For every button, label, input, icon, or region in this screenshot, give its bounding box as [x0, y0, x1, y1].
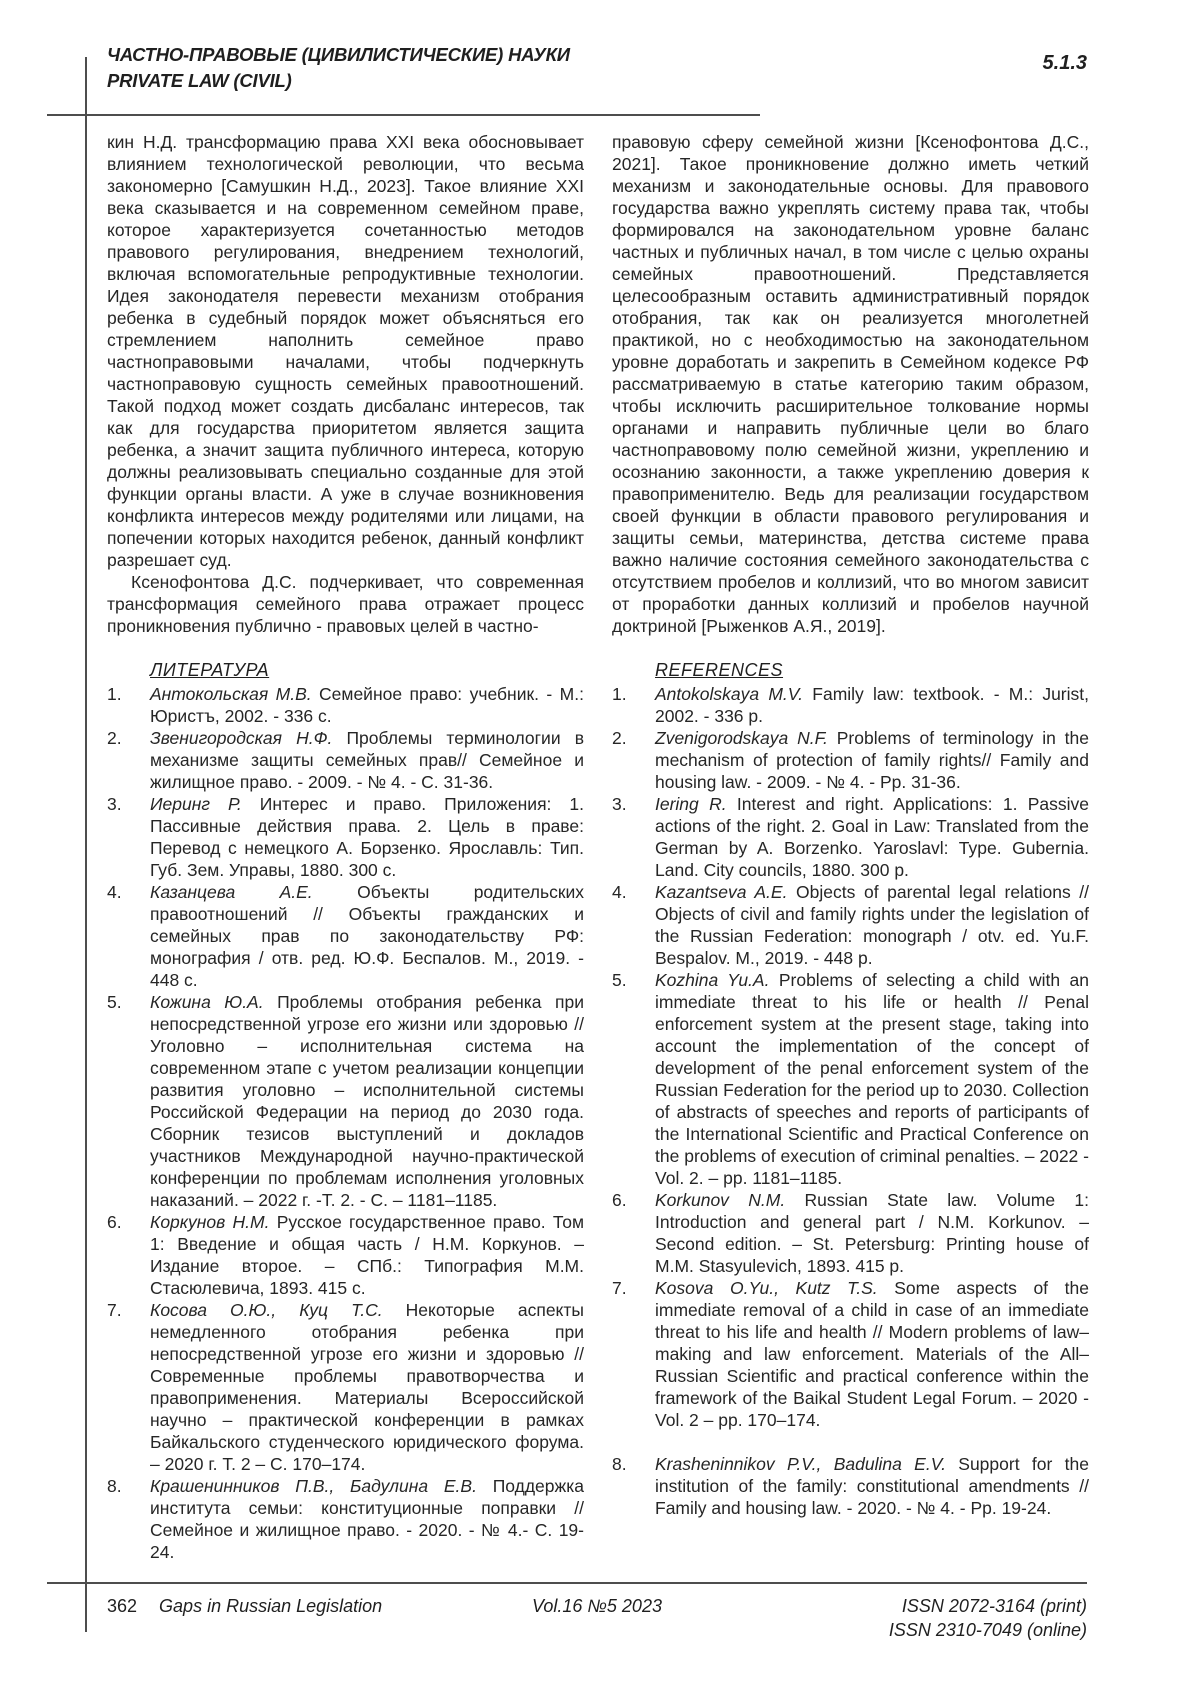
list-item-author: Коркунов Н.М. [150, 1212, 270, 1232]
page-number: 362 [107, 1596, 138, 1616]
list-item-text: Interest and right. Applications: 1. Passive actions of the right. 2. Goal in Law: Translated from the German by A. Borzenko. Yaroslavl: Type. Gubernia. Land. City councils, 1880. 300 p. [655, 794, 1090, 880]
list-item-text: Проблемы отобрания ребенка при непосредственной угрозе его жизни или здоровью // Уголовно – исполнительная система на современном этапе с учетом реализации концепции развития уголовно – исполнительной системы Российской Федерации на период до 2030 года. Сборник тезисов выступлений и докладов участников Международной научно-практической конференции по проблемам исполнения уголовных наказаний. – 2022 г. -Т. 2. - С. – 1181–1185. [150, 992, 584, 1210]
list-item-author: Иеринг Р. [150, 794, 242, 814]
list-item [107, 1299, 584, 1475]
section-header [107, 42, 807, 94]
list-item-text: Некоторые аспекты немедленного отобрания ребенка при непосредственной угрозе его жизни и здоровью // Современные проблемы правотворчества и правоприменения. Материалы Всероссийской научно – практической конференции в рамках Байкальского студенческого юридического форума. – 2020 г. Т. 2 – С. 170–174. [150, 1300, 584, 1474]
paragraph: правовую сферу семейной жизни [Ксенофонтова Д.С., 2021]. Такое проникновение должно иметь четкий механизм и законодательные основы. Для правового государства важно укреплять систему права так, чтобы формировался на законодательном уровне баланс частных и публичных начал, в том числе с целью охраны семейных правоотношений. Представляется целесообразным оставить административный порядок отобрания, так как он реализуется многолетней практикой, но с необходимостью на законодательном уровне доработать и закрепить в Семейном кодексе РФ рассматриваемую в статье категорию таким образом, чтобы исключить расширительное толкование нормы органами и направить публичные цели во благо частноправовому полю семейной жизни, укреплению и осознанию законности, а также укреплению доверия к правоприменителю. Ведь для реализации государством своей функции в области правового регулирования и защиты семьи, материнства, детства системе права важно наличие состояния семейного законодательства с отсутствием пробелов и коллизий, что во многом зависит от проработки данных коллизий и пробелов научной доктриной [Рыженков А.Я., 2019]. [612, 132, 1089, 636]
header-rule [47, 114, 760, 116]
references-heading: REFERENCES [655, 660, 784, 680]
list-item-author: Казанцева А.Е. [150, 882, 313, 902]
list-item-number: 4. [107, 882, 122, 902]
list-item-text: Support for the institution of the family: constitutional amendments // Family and housing law. - 2020. - № 4. - Pp. 19-24. [655, 1454, 1089, 1518]
list-item-number: 7. [612, 1278, 627, 1298]
list-item-text: Проблемы терминологии в механизме защиты семейных прав// Семейное и жилищное право. - 2009. - № 4. - С. 31-36. [150, 728, 584, 792]
list-item-text: Family law: textbook. - M.: Jurist, 2002. - 336 p. [655, 684, 1089, 726]
list-item-author: Kazantseva A.E. [655, 882, 788, 902]
list-item-text: Problems of selecting a child with an immediate threat to his life or health // Penal enforcement system at the present stage, taking into account the implementation of the concept of development of the penal enforcement system of the Russian Federation for the period up to 2030. Collection of abstracts of speeches and reports of participants of the International Scientific and Practical Conference on the problems of execution of criminal penalties. – 2022 - Vol. 2. – pp. 1181–1185. [655, 970, 1089, 1188]
list-item-number: 6. [107, 1212, 122, 1232]
list-item-author: Antokolskaya M.V. [655, 684, 804, 704]
list-item-author: Kosova O.Yu., Kutz T.S. [655, 1278, 878, 1298]
list-item-author: Kozhina Yu.A. [655, 970, 770, 990]
section-code: 5.1.3 [1042, 52, 1087, 74]
article-body [107, 131, 1089, 1563]
list-item [612, 1277, 1089, 1431]
issn-print: ISSN 2072-3164 (print) [901, 1596, 1088, 1616]
list-item [107, 1475, 584, 1563]
list-item-author: Krasheninnikov P.V., Badulina E.V. [655, 1454, 946, 1474]
list-item-text: Some aspects of the immediate removal of a child in case of an immediate threat to his life and health // Modern problems of law–making and law enforcement. Materials of the All–Russian Scientific and practical conference within the framework of the Baikal Student Legal Forum. – 2020 - Vol. 2 – pp. 170–174. [655, 1278, 1089, 1430]
list-item-author: Крашенинников П.В., Бадулина Е.В. [150, 1476, 477, 1496]
list-item-text: Поддержка института семьи: конституционные поправки // Семейное и жилищное право. - 2020. - № 4.- С. 19-24. [150, 1476, 584, 1562]
list-item-number: 4. [612, 882, 627, 902]
list-item [612, 969, 1089, 1189]
list-item-text: Russian State law. Volume 1: Introduction and general part / N.M. Korkunov. – Second edition. – St. Petersburg: Printing house of M.M. Stasyulevich, 1893. 415 p. [655, 1190, 1089, 1276]
list-item-number: 2. [107, 728, 122, 748]
footer-rule [47, 1582, 1087, 1584]
list-item [107, 793, 584, 881]
list-item-number: 3. [107, 794, 122, 814]
journal-title: Gaps in Russian Legislation [159, 1596, 383, 1616]
list-item-author: Iering R. [655, 794, 727, 814]
list-item-number: 3. [612, 794, 627, 814]
list-item [612, 683, 1089, 727]
list-item-author: Zvenigorodskaya N.F. [655, 728, 828, 748]
list-item-number: 5. [612, 970, 627, 990]
list-item [612, 793, 1089, 881]
literature-heading: ЛИТЕРАТУРА [150, 660, 270, 680]
paragraph: Ксенофонтова Д.С. подчеркивает, что современная трансформация семейного права отражает процесс проникновения публично - правовых целей в частно- [107, 572, 584, 636]
list-item [107, 991, 584, 1211]
section-title-ru: ЧАСТНО-ПРАВОВЫЕ (ЦИВИЛИСТИЧЕСКИЕ) НАУКИ [107, 44, 570, 65]
list-item-author: Кожина Ю.А. [150, 992, 264, 1012]
list-item-number: 1. [612, 684, 627, 704]
list-item-author: Косова О.Ю., Куц Т.С. [150, 1300, 383, 1320]
list-item-text: Русское государственное право. Том 1: Введение и общая часть / Н.М. Коркунов. – Издание второе. – СПб.: Типография М.М. Стасюлевича, 1893. 415 с. [150, 1212, 585, 1298]
references-list [612, 683, 1089, 1519]
list-item-number: 6. [612, 1190, 627, 1210]
list-item-text: Семейное право: учебник. - М.: Юристъ, 2002. - 336 с. [150, 684, 584, 726]
list-item-author: Антокольская М.В. [150, 684, 312, 704]
list-item-author: Korkunov N.M. [655, 1190, 786, 1210]
list-item [612, 881, 1089, 969]
list-item-author: Звенигородская Н.Ф. [150, 728, 333, 748]
list-item-number: 2. [612, 728, 627, 748]
list-item-number: 8. [612, 1454, 627, 1474]
list-item [612, 727, 1089, 793]
column-left [107, 131, 584, 1563]
list-item-text: Интерес и право. Приложения: 1. Пассивные действия права. 2. Цель в праве: Перевод с немецкого А. Борзенко. Ярославль: Тип. Губ. Зем. Управы, 1880. 300 с. [150, 794, 584, 880]
list-item-text: Objects of parental legal relations // Objects of civil and family rights under the legislation of the Russian Federation: monograph / otv. ed. Yu.F. Bespalov. M., 2019. - 448 p. [655, 882, 1090, 968]
column-right [612, 131, 1089, 1563]
paragraph: кин Н.Д. трансформацию права XXI века обосновывает влиянием технологической революции, что весьма закономерно [Самушкин Н.Д., 2023]. Такое влияние XXI века сказывается и на современном семейном праве, которое характеризуется сочетанностью методов правового регулирования, внедрением технологий, включая вспомогательные репродуктивные технологии. Идея законодателя перевести механизм отобрания ребенка в судебный порядок может объясняться его стремлением наполнить семейное право частноправовыми началами, чтобы подчеркнуть частноправовую сущность семейных правоотношений. Такой подход может создать дисбаланс интересов, так как для государства приоритетом является защита ребенка, а значит защита публичного интереса, которую должны реализовывать специально созданные для этой функции органы власти. А уже в случае возникновения конфликта интересов между родителями или лицами, на попечении которых находится ребенок, данный конфликт разрешает суд. [107, 132, 584, 570]
left-margin-line [85, 57, 87, 1632]
list-item-text: Объекты родительских правоотношений // Объекты гражданских и семейных прав по законодательству РФ: монография / отв. ред. Ю.Ф. Беспалов. М., 2019. - 448 с. [150, 882, 584, 990]
list-item [612, 1453, 1089, 1519]
list-item [612, 1189, 1089, 1277]
section-title-en: PRIVATE LAW (CIVIL) [107, 70, 292, 91]
list-item-text: Problems of terminology in the mechanism of protection of family rights// Family and housing law. - 2009. - № 4. - Pp. 31-36. [655, 728, 1089, 792]
list-item [107, 1211, 584, 1299]
list-item-number: 8. [107, 1476, 122, 1496]
list-item-number: 7. [107, 1300, 122, 1320]
list-item [107, 683, 584, 727]
issn-online: ISSN 2310-7049 (online) [888, 1620, 1087, 1640]
page-footer [107, 1594, 1087, 1642]
list-item [107, 881, 584, 991]
list-item-number: 1. [107, 684, 122, 704]
volume-info: Vol.16 №5 2023 [532, 1596, 662, 1616]
list-item-number: 5. [107, 992, 122, 1012]
list-item [107, 727, 584, 793]
literature-list [107, 683, 584, 1563]
